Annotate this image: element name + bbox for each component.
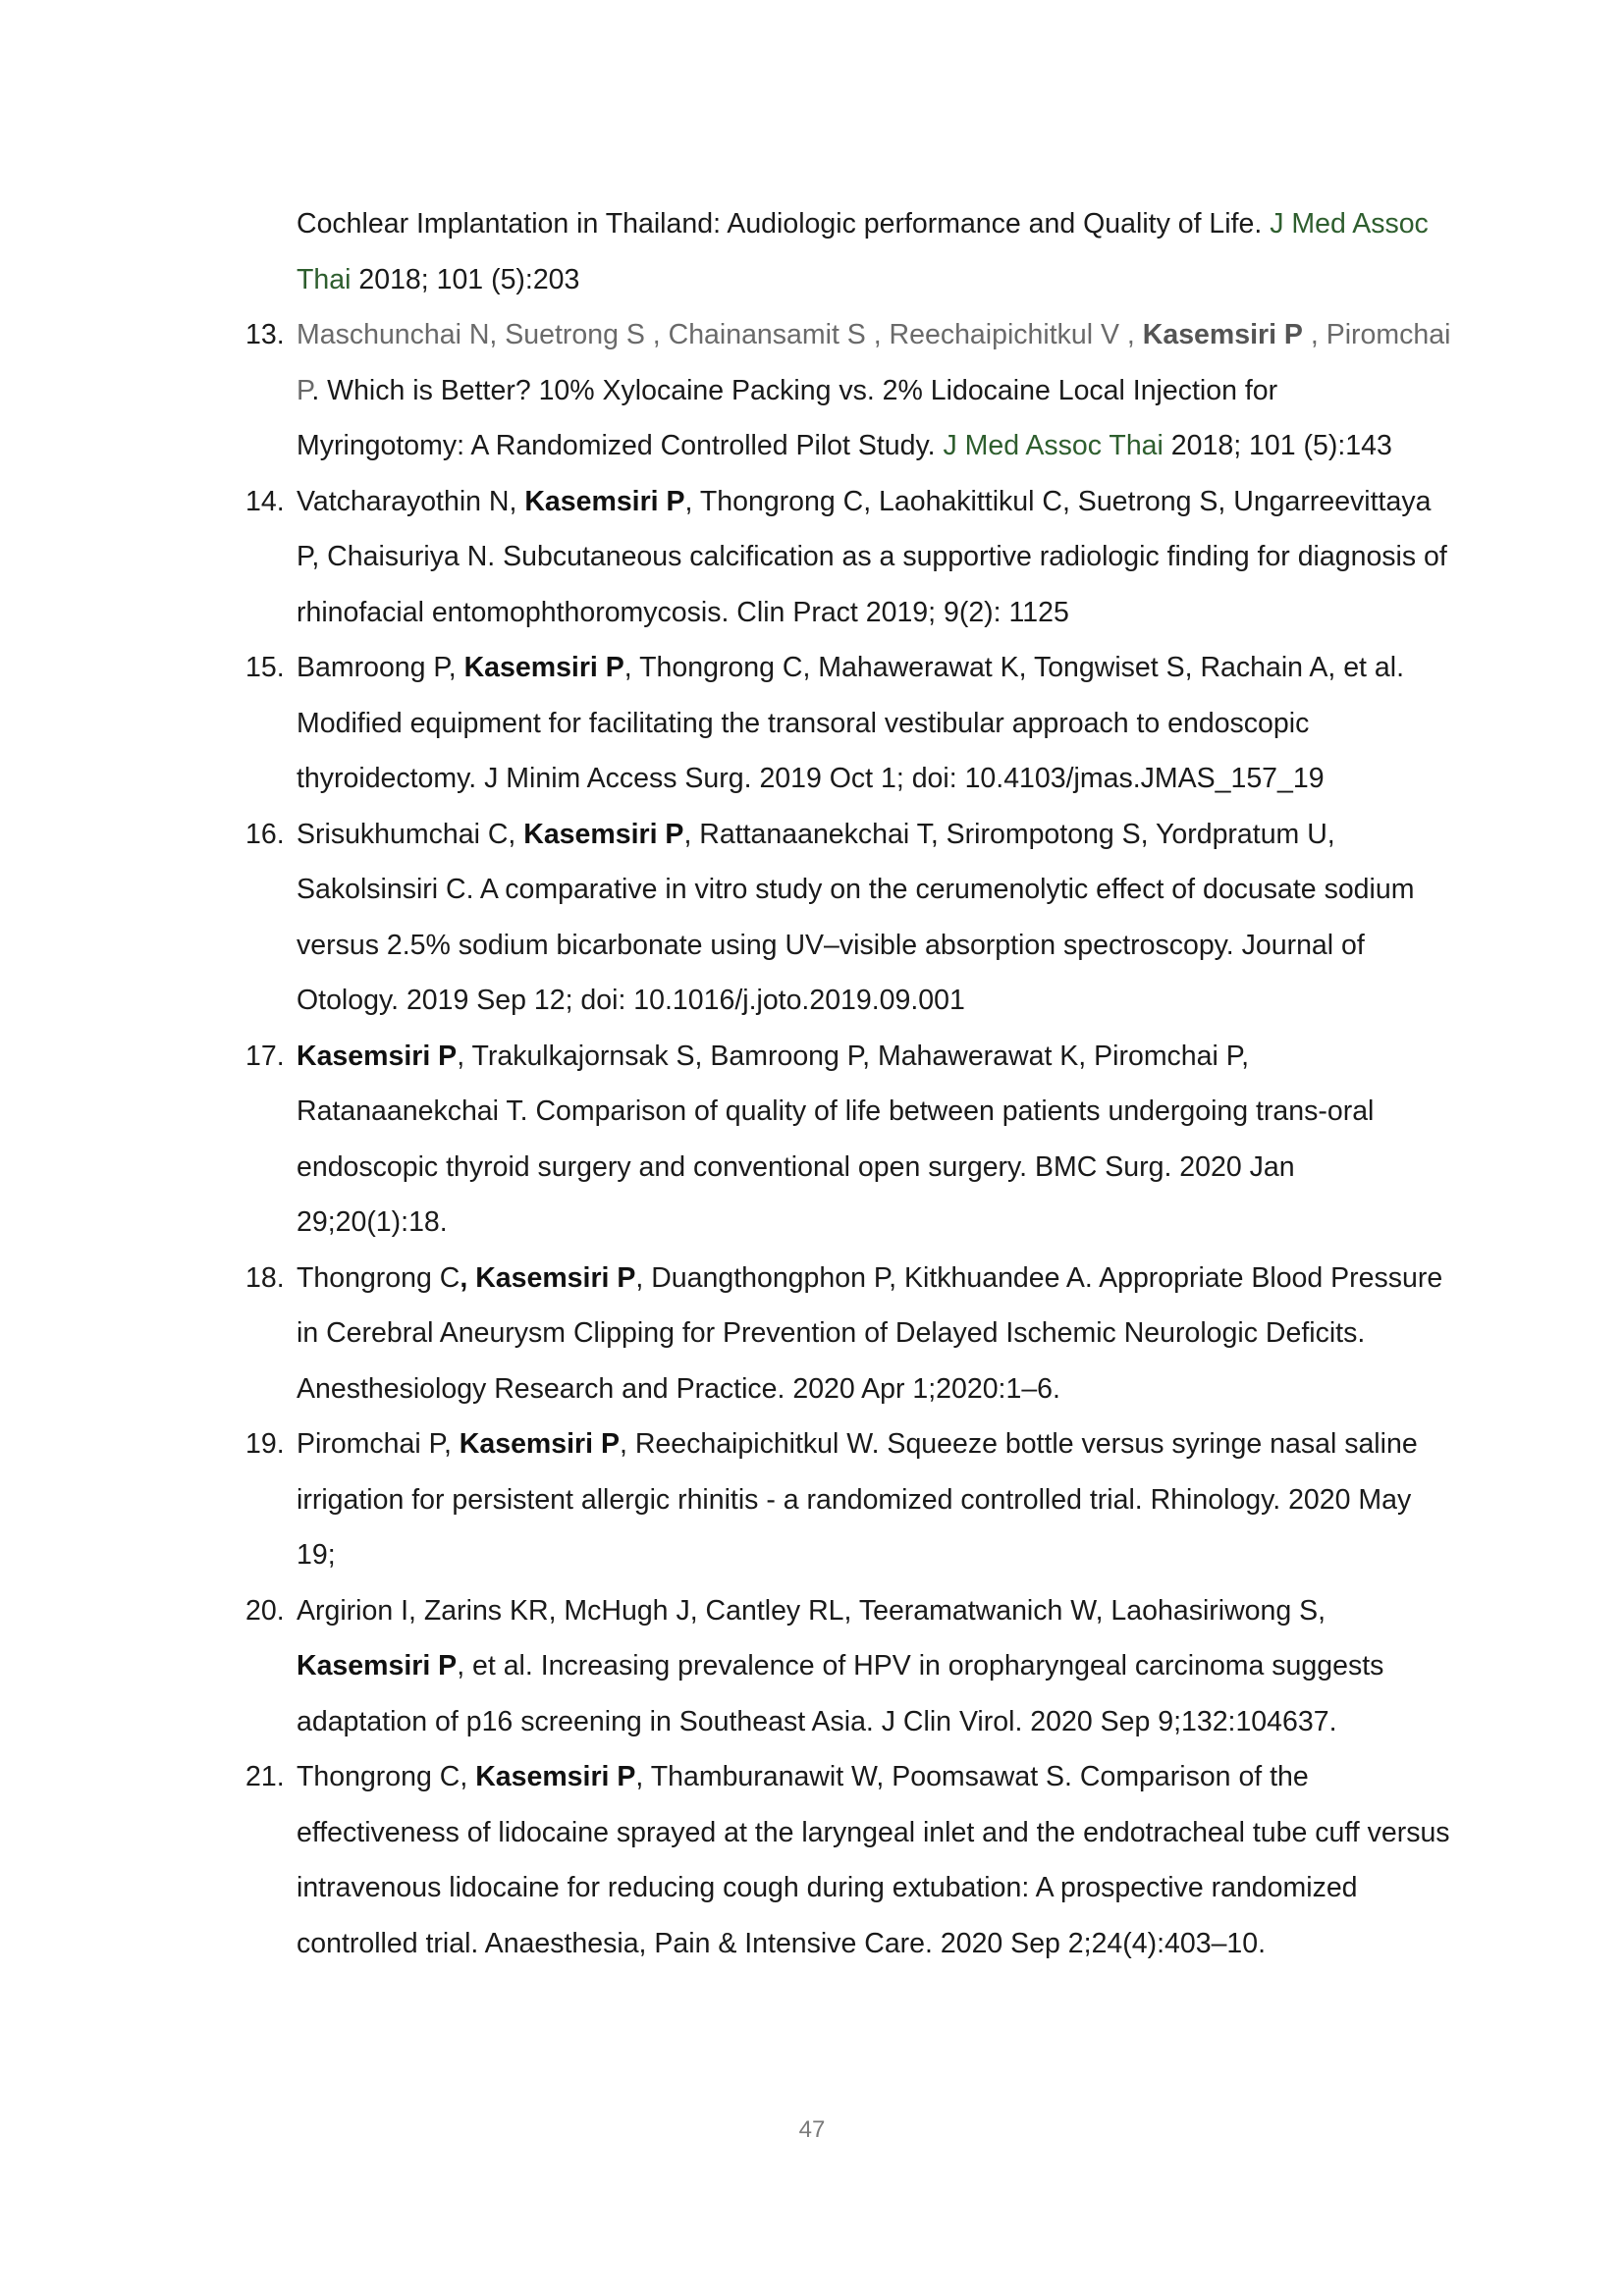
reference-segment: 2018; 101 (5):203 [351,263,580,295]
highlighted-author: Kasemsiri P [297,1650,458,1682]
reference-number: 19. [245,1428,285,1460]
reference-segment: , Thongrong C, Laohakittikul C, Suetrong S, Ungarreevittaya P, Chaisuriya N. Subcutaneous calcification as a supportive radiologic finding for diagnosis of rhinofacial entomophthoromycosis. Clin Pract 2019; 9(2): 1125 [297,485,1447,628]
reference-segment: , Thongrong C, Mahawerawat K, Tongwiset S, Rachain A, et al. Modified equipment for facilitating the transoral vestibular approach to endoscopic thyroidectomy. J Minim Access Surg. 2019 Oct 1; doi: 10.4103/jmas.JMAS_157_19 [297,652,1404,794]
reference-text [297,1416,1453,1583]
reference-segment: Piromchai P, [297,1428,460,1460]
highlighted-author: Kasemsiri P [475,1761,636,1792]
reference-segment: Vatcharayothin N, [297,485,525,517]
reference-number: 20. [245,1594,285,1627]
reference-text [297,807,1453,1029]
reference-text [297,307,1453,474]
reference-number: 16. [245,818,285,850]
highlighted-author: Kasemsiri P [463,652,624,683]
reference-segment: J Med Assoc Thai [943,430,1164,461]
reference-item [245,196,1453,307]
reference-segment: , Trakulkajornsak S, Bamroong P, Mahawerawat K, Piromchai P, Ratanaanekchai T. Comparison of quality of life between patients undergoing trans-oral endoscopic thyroid surgery and conventional open surgery. BMC Surg. 2020 Jan 29;20(1):18. [297,1040,1375,1238]
highlighted-author: Kasemsiri P [523,818,684,850]
reference-text [297,1029,1453,1251]
highlighted-author: , Kasemsiri P [460,1261,636,1294]
reference-segment: Bamroong P, [297,652,464,683]
highlighted-author: Kasemsiri P [1142,319,1303,350]
reference-item [245,1583,1453,1750]
reference-list [245,196,1453,1971]
reference-segment: Thongrong C [297,1261,460,1294]
reference-number: 15. [245,652,285,683]
reference-item [245,474,1453,641]
reference-segment: , Rattanaanekchai T, Srirompotong S, Yordpratum U, Sakolsinsiri C. A comparative in vitro study on the cerumenolytic effect of docusate sodium versus 2.5% sodium bicarbonate using UV–visible absorption spectroscopy. Journal of Otology. 2019 Sep 12; doi: 10.1016/j.joto.2019.09.001 [297,818,1415,1016]
reference-segment: Argirion I, Zarins KR, McHugh J, Cantley RL, Teeramatwanich W, Laohasiriwong S, [297,1594,1326,1627]
highlighted-author: Kasemsiri P [524,485,685,517]
reference-segment: . Which is Better? 10% Xylocaine Packing vs. 2% Lidocaine Local Injection for Myringotomy: A Randomized Controlled Pilot Study. [297,374,1278,461]
reference-text [297,196,1453,307]
reference-segment: , Piromchai P [297,319,1451,406]
highlighted-author: Kasemsiri P [459,1428,620,1460]
reference-segment: J Med Assoc Thai [297,208,1429,295]
reference-segment: , Thamburanawit W, Poomsawat S. Comparison of the effectiveness of lidocaine sprayed at the laryngeal inlet and the endotracheal tube cuff versus intravenous lidocaine for reducing cough during extubation: A prospective randomized controlled trial. Anaesthesia, Pain & Intensive Care. 2020 Sep 2;24(4):403–10. [297,1761,1450,1959]
reference-segment: , Duangthongphon P, Kitkhuandee A. Appropriate Blood Pressure in Cerebral Aneurysm Clipping for Prevention of Delayed Ischemic Neurologic Deficits. Anesthesiology Research and Practice. 2020 Apr 1;2020:1–6. [297,1261,1443,1405]
reference-text [297,1749,1453,1971]
reference-number: 13. [245,319,285,350]
reference-segment: Maschunchai N, Suetrong S , Chainansamit S , Reechaipichitkul V , [297,319,1143,350]
reference-segment: 2018; 101 (5):143 [1163,430,1392,461]
reference-text [297,640,1453,807]
reference-item [245,807,1453,1029]
reference-text [297,1583,1453,1750]
reference-item [245,1251,1453,1417]
reference-segment: Srisukhumchai C, [297,818,524,850]
reference-item [245,1749,1453,1971]
highlighted-author: Kasemsiri P [297,1040,458,1072]
reference-segment: Cochlear Implantation in Thailand: Audiologic performance and Quality of Life. [297,208,1271,240]
reference-text [297,1251,1453,1417]
reference-number: 17. [245,1040,285,1072]
page-number: 47 [798,2116,826,2143]
reference-item [245,640,1453,807]
reference-item [245,1416,1453,1583]
reference-number: 14. [245,485,285,517]
reference-item [245,307,1453,474]
reference-segment: Thongrong C, [297,1761,476,1792]
reference-number: 21. [245,1761,285,1792]
reference-text [297,474,1453,641]
reference-segment: , et al. Increasing prevalence of HPV in oropharyngeal carcinoma suggests adaptation of p16 screening in Southeast Asia. J Clin Virol. 2020 Sep 9;132:104637. [297,1650,1384,1737]
reference-segment: , Reechaipichitkul W. Squeeze bottle versus syringe nasal saline irrigation for persistent allergic rhinitis - a randomized controlled trial. Rhinology. 2020 May 19; [297,1428,1418,1571]
reference-item [245,1029,1453,1251]
reference-number: 18. [245,1261,285,1294]
